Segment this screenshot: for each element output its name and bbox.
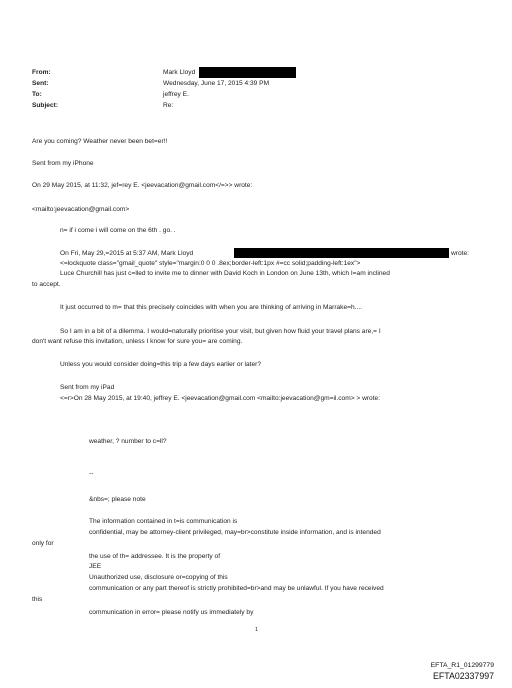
body-line: Sent from my iPhone — [32, 160, 94, 167]
bates-id-secondary: EFTA02337997 — [433, 671, 494, 681]
body-line: JEE — [89, 563, 102, 570]
subject-value: Re: — [163, 102, 174, 109]
to-value: jeffrey E. — [163, 91, 189, 98]
body-line: n= if i come i will come on the 6th . go. . — [60, 227, 176, 234]
page-number: 1 — [255, 627, 259, 633]
body-line: On 29 May 2015, at 11:32, jef=rey E. <jeevacation@gmail.com</=>> wrote: — [32, 182, 253, 189]
subject-label: Subject: — [32, 102, 59, 109]
body-line: Are you coming? Weather never been bet=er!! — [32, 138, 168, 145]
body-line: weather, ? number to c=ll? — [89, 438, 167, 445]
body-line: this — [32, 596, 43, 603]
body-line: wrote: — [451, 250, 469, 257]
sent-value: Wednesday, June 17, 2015 4:39 PM — [163, 80, 270, 87]
body-line: communication or any part thereof is strictly prohibited=br>and may be unlawful. If you have received — [89, 585, 384, 592]
body-line: don't want refuse this invitation, unless I know for sure you= are coming. — [32, 338, 243, 345]
redaction-bar — [234, 248, 449, 258]
body-line: confidential, may be attorney-client privileged, may=br>constitute inside information, and is intended — [89, 529, 381, 536]
body-line: So I am in a bit of a dilemma. I would=naturally prioritise your visit, but given how fluid your travel plans are,= I — [60, 328, 381, 335]
to-label: To: — [32, 91, 42, 98]
body-line: <mailto:jeevacation@gmail.com> — [32, 206, 130, 213]
body-line: Sent from my iPad — [60, 384, 115, 391]
redaction-bar — [199, 67, 296, 78]
body-line: On Fri, May 29,=2015 at 5:37 AM, Mark Lloyd — [60, 250, 194, 257]
body-line: to accept. — [32, 281, 61, 288]
bates-id-primary: EFTA_R1_01299779 — [430, 662, 494, 669]
body-line: <=lockquote class="gmail_quote" style="margin:0 0 0 .8ex;border-left:1px #=cc solid;padding-left:1ex"> — [60, 260, 361, 267]
body-line: <=r>On 28 May 2015, at 19:40, jeffrey E. <jeevacation@gmail.com <mailto:jeevacation@gm=il.com> > wrote: — [60, 395, 381, 402]
sent-label: Sent: — [32, 80, 49, 87]
body-line: the use of th= addressee. It is the property of — [89, 553, 221, 560]
body-line: Unauthorized use, disclosure or=copying of this — [89, 574, 228, 581]
from-label: From: — [32, 69, 51, 76]
body-line: It just occurred to m= that this precisely coincides with when you are thinking of arriving in Marrake=h.... — [60, 304, 362, 311]
body-line: The information contained in t=is communication is — [89, 518, 238, 525]
body-line: communication in error= please notify us immediately by — [89, 609, 254, 616]
body-line: Luce Churchill has just c=lled to invite me to dinner with David Koch in London on June 13th, which I=am inclined — [60, 270, 390, 277]
body-line: only for — [32, 540, 54, 547]
body-line: &nbs=; please note — [89, 496, 146, 503]
from-value: Mark Lloyd — [163, 69, 196, 76]
body-line: Unless you would consider doing=this trip a few days earlier or later? — [60, 361, 262, 368]
body-line: -- — [89, 470, 94, 477]
